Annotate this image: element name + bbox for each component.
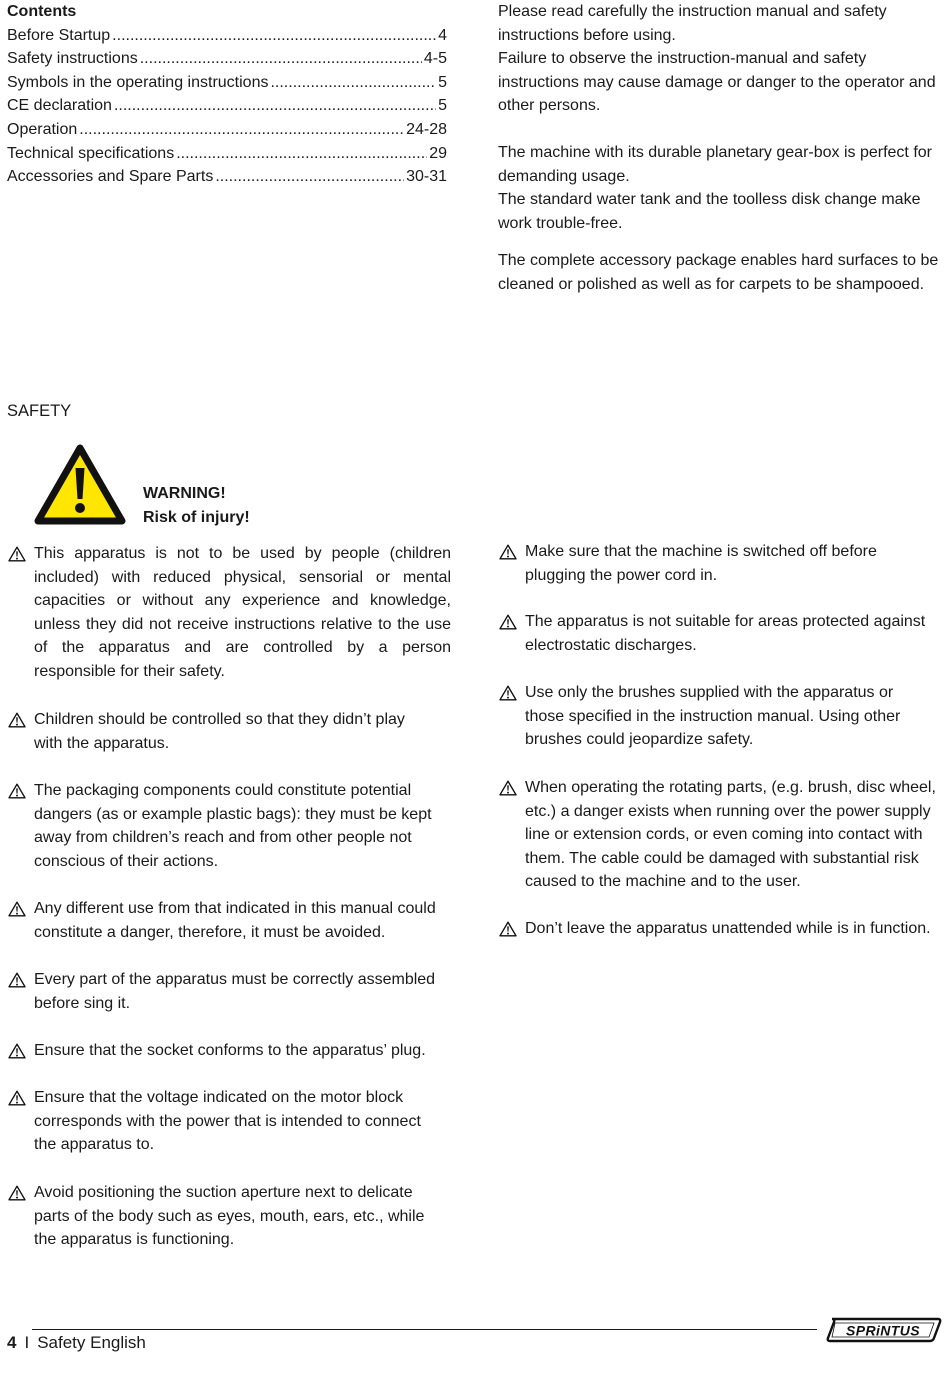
warning-icon <box>8 542 30 684</box>
warning-icon <box>499 610 521 657</box>
warning-icon <box>8 1181 30 1252</box>
warning-icon <box>8 968 30 1015</box>
safety-item <box>7 968 451 1015</box>
safety-item <box>7 542 451 684</box>
toc-entry-page: 4 <box>438 26 447 44</box>
footer-separator: I <box>24 1333 30 1352</box>
safety-item <box>7 1181 451 1252</box>
page-number: 4 <box>7 1333 17 1352</box>
toc-entry-label: Before Startup <box>7 26 111 44</box>
toc-entry-page: 4-5 <box>423 50 447 68</box>
safety-item <box>7 897 451 944</box>
safety-item <box>498 776 940 894</box>
warning-icon <box>499 540 521 587</box>
toc-entry-label: Operation <box>7 120 78 138</box>
toc-entry-page: 5 <box>438 73 447 91</box>
safety-item-text: This apparatus is not to be used by people (children included) with reduced physical, sensorial or mental capacities or without any experience and knowledge, unless they did not receive instructions relative to the use of the apparatus and are controlled by a person responsible for their safety. <box>34 545 451 680</box>
safety-item-text: Every part of the apparatus must be correctly assembled before sing it. <box>34 971 436 1012</box>
safety-item <box>7 708 451 755</box>
safety-item-text: Avoid positioning the suction aperture next to delicate parts of the body such as eyes, mouth, ears, etc., while the apparatus is functioning. <box>34 1184 425 1249</box>
toc-leader <box>114 94 436 118</box>
safety-item <box>7 1039 451 1063</box>
intro-paragraph: Failure to observe the instruction-manual and safety instructions may cause damage or danger to the operator and other persons. <box>498 50 936 115</box>
toc-leader <box>140 47 422 71</box>
warning-icon <box>8 708 30 755</box>
contents-heading: Contents <box>7 3 77 20</box>
toc-leader <box>215 165 404 189</box>
toc-entry-label: Technical specifications <box>7 144 175 162</box>
brand-logo <box>826 1316 942 1344</box>
toc-entry <box>7 165 447 189</box>
toc-leader <box>112 24 436 48</box>
table-of-contents <box>7 0 447 189</box>
toc-entry-label: Accessories and Spare Parts <box>7 168 214 186</box>
warning-icon <box>8 779 30 873</box>
toc-entry-label: Symbols in the operating instructions <box>7 73 269 91</box>
safety-item <box>498 917 940 941</box>
safety-item-text: Make sure that the machine is switched off before plugging the power cord in. <box>525 543 877 584</box>
safety-item <box>7 779 451 873</box>
toc-entry-page: 29 <box>429 144 447 162</box>
safety-item <box>498 610 940 657</box>
toc-entry <box>7 94 447 118</box>
toc-entry <box>7 47 447 71</box>
intro-paragraph: The complete accessory package enables hard surfaces to be cleaned or polished as well as for carpets to be shampooed. <box>498 252 939 293</box>
section-heading: SAFETY <box>7 402 72 420</box>
safety-item-text: Don’t leave the apparatus unattended while is in function. <box>525 920 931 937</box>
warning-icon <box>8 1086 30 1157</box>
intro-paragraph: The standard water tank and the toolless disk change make work trouble-free. <box>498 191 921 232</box>
footer <box>7 1331 146 1355</box>
toc-entry <box>7 118 447 142</box>
intro-paragraph: The machine with its durable planetary gear-box is perfect for demanding usage. <box>498 143 932 185</box>
warning-subtitle: Risk of injury! <box>143 508 250 526</box>
toc-leader <box>270 71 436 95</box>
warning-icon <box>499 776 521 894</box>
intro-paragraph: Please read carefully the instruction manual and safety instructions before using. <box>498 3 887 44</box>
safety-item-text: Any different use from that indicated in this manual could constitute a danger, therefore, it must be avoided. <box>34 900 436 941</box>
toc-leader <box>176 142 427 166</box>
toc-entry-page: 24-28 <box>406 120 447 138</box>
footer-section-title: Safety English <box>37 1333 146 1352</box>
warning-icon <box>8 897 30 944</box>
safety-item-text: The packaging components could constitute potential dangers (as or example plastic bags): they must be kept away from children’s reach and from other people not conscious of their actions. <box>34 782 432 870</box>
warning-icon <box>499 681 521 752</box>
warning-text <box>143 482 250 529</box>
toc-entry <box>7 71 447 95</box>
toc-entry <box>7 142 447 166</box>
toc-leader <box>79 118 404 142</box>
toc-entry-page: 30-31 <box>406 168 447 186</box>
toc-entry-label: CE declaration <box>7 97 112 115</box>
safety-item-text: Children should be controlled so that they didn’t play with the apparatus. <box>34 711 405 752</box>
safety-item-text: Ensure that the voltage indicated on the motor block corresponds with the power that is intended to connect the apparatus to. <box>34 1089 421 1154</box>
safety-item <box>498 681 940 752</box>
toc-entry-page: 5 <box>438 97 447 115</box>
warning-icon <box>8 1039 30 1063</box>
warning-triangle-icon <box>34 444 126 526</box>
safety-item-text: Use only the brushes supplied with the apparatus or those specified in the instruction manual. Using other brushes could jeopardize safety. <box>525 684 901 749</box>
safety-item-text: When operating the rotating parts, (e.g. brush, disc wheel, etc.) a danger exists when running over the power supply line or extension cords, or even coming into contact with them. The cable could be damaged with substantial risk caused to the machine and to the user. <box>525 779 936 891</box>
safety-item-text: The apparatus is not suitable for areas protected against electrostatic discharges. <box>525 613 926 654</box>
brand-logo-text: SPRiNTUS <box>846 1322 920 1339</box>
safety-item-text: Ensure that the socket conforms to the apparatus’ plug. <box>34 1042 426 1059</box>
footer-rule <box>32 1329 817 1330</box>
safety-item <box>7 1086 451 1157</box>
warning-icon <box>499 917 521 941</box>
toc-entry <box>7 24 447 48</box>
warning-title: WARNING! <box>143 485 226 502</box>
safety-item <box>498 540 940 587</box>
toc-entry-label: Safety instructions <box>7 50 138 68</box>
intro-text <box>498 0 943 297</box>
